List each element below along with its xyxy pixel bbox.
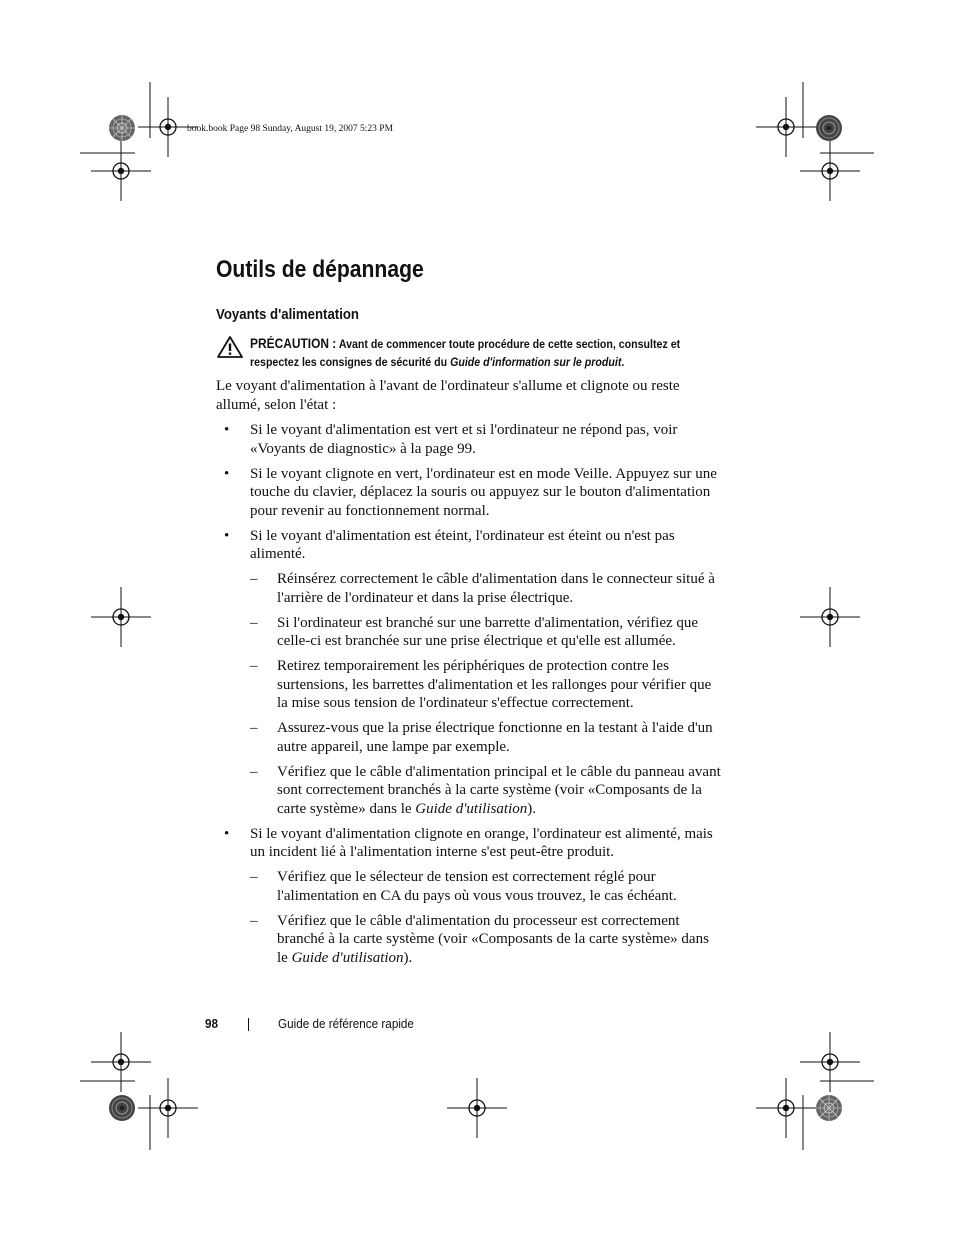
page-title: Outils de dépannage bbox=[216, 256, 424, 283]
guide-reference: Guide d'utilisation bbox=[291, 949, 404, 966]
dash: – bbox=[250, 614, 258, 631]
bullet: • bbox=[224, 465, 230, 482]
dash: – bbox=[250, 720, 258, 736]
sub-list-item-text: Réinsérez correctement le câble d'alimentation dans le connecteur situé à l'arrière de l'ordinateur et dans la prise électrique. bbox=[277, 571, 715, 606]
list-item-text: Si le voyant clignote en vert, l'ordinateur est en mode Veille. Appuyez sur une touche du clavier, déplacez la souris ou appuyez sur le bouton d'alimentation pour revenir au fonctionnement normal. bbox=[250, 465, 717, 519]
list-item bbox=[216, 465, 721, 521]
sub-list-item-text-part: Vérifiez que le câble d'alimentation du processeur est correctement branché à la carte système (voir «Composants de la carte système» dans le bbox=[277, 912, 709, 966]
caution-label: PRÉCAUTION : bbox=[250, 336, 337, 351]
sub-list-item bbox=[216, 868, 721, 905]
dash: – bbox=[250, 912, 258, 929]
sub-list-item bbox=[216, 570, 721, 607]
sub-list-item-text-part: ). bbox=[527, 800, 536, 817]
guide-reference: Guide d'utilisation bbox=[415, 800, 528, 817]
dash: – bbox=[250, 763, 258, 780]
sub-list-item-text-part: ). bbox=[403, 949, 413, 966]
intro-paragraph: Le voyant d'alimentation à l'avant de l'ordinateur s'allume et clignote ou reste allumé, selon l'état : bbox=[216, 378, 680, 413]
list-item-text: Si le voyant d'alimentation est éteint, l'ordinateur est éteint ou n'est pas alimenté. bbox=[250, 527, 675, 562]
sub-list-item-text bbox=[277, 764, 721, 817]
sub-list-item bbox=[216, 657, 721, 713]
sub-list-item bbox=[216, 614, 721, 651]
caution-guide-reference: Guide d'information sur le produit bbox=[450, 355, 622, 369]
bullet: • bbox=[224, 422, 230, 438]
warning-icon bbox=[216, 335, 244, 359]
sub-list-item-text bbox=[277, 913, 709, 966]
dash: – bbox=[250, 658, 258, 674]
dash: – bbox=[250, 571, 258, 587]
sub-list-item-text: Assurez-vous que la prise électrique fonctionne en la testant à l'aide d'un autre appareil, une lampe par exemple. bbox=[277, 720, 713, 755]
sub-list-item-text: Si l'ordinateur est branché sur une barrette d'alimentation, vérifiez que celle-ci est branchée sur une prise électrique et qu'elle est allumée. bbox=[277, 614, 699, 649]
list-item bbox=[216, 421, 721, 458]
footer-divider bbox=[248, 1018, 249, 1031]
dash: – bbox=[250, 869, 258, 885]
caution-text: Avant de commencer toute procédure de cette section, consultez et respectez les consignes de sécurité du bbox=[250, 337, 681, 369]
sub-list-item-text-part: Vérifiez que le câble d'alimentation principal et le câble du panneau avant sont correctement branchés à la carte système (voir «Composants de la carte système» dans le bbox=[277, 763, 721, 817]
page-number: 98 bbox=[205, 1016, 219, 1031]
list-item bbox=[216, 825, 721, 862]
sub-list-item-text: Retirez temporairement les périphériques de protection contre les surtensions, les barrettes d'alimentation et les rallonges pour vérifier que la mise sous tension de l'ordinateur s'effectue correctement. bbox=[277, 658, 712, 711]
bullet: • bbox=[224, 527, 230, 544]
list-item bbox=[216, 527, 721, 564]
bullet: • bbox=[224, 825, 230, 842]
sub-list-item-text: Vérifiez que le sélecteur de tension est correctement réglé pour l'alimentation en CA du pays où vous vous trouvez, le cas échéant. bbox=[277, 869, 677, 904]
sub-list-item bbox=[216, 763, 721, 819]
sub-list-item bbox=[216, 912, 721, 968]
caution-notice bbox=[250, 335, 719, 371]
print-header: book.book Page 98 Sunday, August 19, 2007 5:23 PM bbox=[187, 124, 394, 134]
section-title: Voyants d'alimentation bbox=[216, 306, 359, 323]
list-item-text: Si le voyant d'alimentation est vert et si l'ordinateur ne répond pas, voir «Voyants de diagnostic» à la page 99. bbox=[250, 422, 678, 457]
list-item-text: Si le voyant d'alimentation clignote en orange, l'ordinateur est alimenté, mais un incident lié à l'alimentation interne s'est peut-être produit. bbox=[250, 825, 713, 860]
status-list bbox=[216, 421, 721, 974]
footer-title: Guide de référence rapide bbox=[278, 1016, 414, 1031]
sub-list-item bbox=[216, 719, 721, 756]
caution-end: . bbox=[621, 355, 625, 369]
